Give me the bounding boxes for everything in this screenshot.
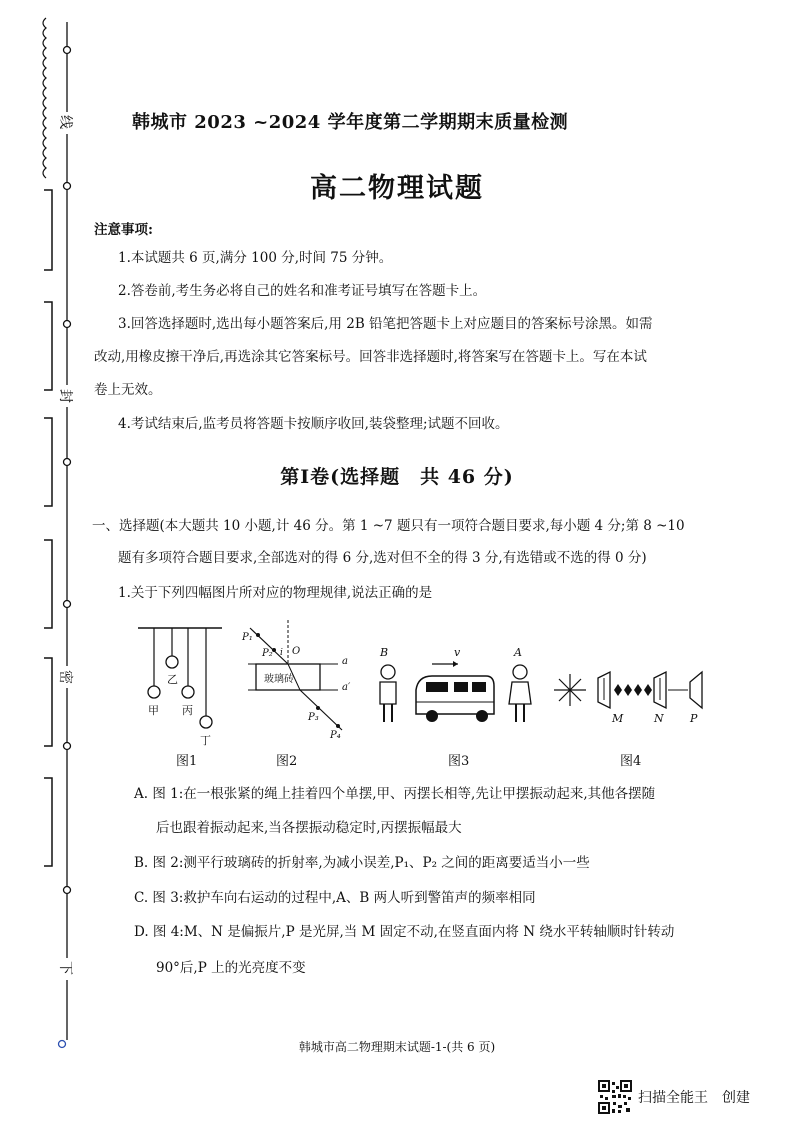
figure-3 (370, 646, 540, 732)
figure-1 (134, 620, 230, 750)
label-i: i (280, 648, 283, 658)
binding-label-secret: 密 (57, 670, 73, 684)
pendulum-label-jia: 甲 (148, 704, 159, 717)
binding-margin (0, 0, 90, 1070)
notice-item-3-end: 卷上无效。 (94, 382, 162, 398)
pendulum-figure (134, 620, 230, 750)
figure-1-caption: 图1 (176, 754, 198, 769)
label-a-prime: a′ (342, 682, 351, 693)
notice-heading: 注意事项: (94, 222, 153, 238)
notice-item-3-cont: 改动,用橡皮擦干净后,再选涂其它答案标号。回答非选择题时,将答案写在答题卡上。写在本试 (94, 349, 647, 365)
notice-item-3: 3.回答选择题时,选出每小题答案后,用 2B 铅笔把答题卡上对应题目的答案标号涂黑。如需 (118, 316, 653, 332)
label-a: a (342, 656, 348, 667)
label-p3: P₃ (308, 712, 319, 723)
label-p1: P₁ (242, 632, 253, 643)
pendulum-label-yi: 乙 (167, 673, 178, 686)
glass-slab-label: 玻璃砖 (264, 674, 294, 685)
option-b: B. 图 2:测平行玻璃砖的折射率,为减小误差,P₁、P₂ 之间的距离要适当小一些 (134, 855, 590, 871)
option-a: A. 图 1:在一根张紧的绳上挂着四个单摆,甲、丙摆长相等,先让甲摆振动起来,其他各摆随 (134, 786, 656, 802)
part-intro-line-2: 题有多项符合题目要求,全部选对的得 6 分,选对但不全的得 3 分,有选错或不选的得 0 分) (118, 550, 647, 566)
label-n: N (654, 712, 664, 725)
notice-item-2: 2.答卷前,考生务必将自己的姓名和准考证号填写在答题卡上。 (118, 283, 487, 299)
scanner-watermark (598, 1080, 778, 1114)
option-d: D. 图 4:M、N 是偏振片,P 是光屏,当 M 固定不动,在竖直面内将 N 绕水平转轴顺时针转动 (134, 924, 675, 940)
figure-4-caption: 图4 (620, 754, 642, 769)
label-p-screen: P (690, 712, 698, 725)
option-d-cont: 90°后,P 上的光亮度不变 (156, 960, 306, 976)
section-title: 第Ⅰ卷(选择题 共 46 分) (280, 466, 514, 488)
label-p2: P₂ (262, 648, 273, 659)
figure-4 (548, 664, 714, 734)
part-intro-line-1: 一、选择题(本大题共 10 小题,计 46 分。第 1 ~7 题只有一项符合题目要求,每小题 4 分;第 8 ~10 (92, 518, 685, 534)
figure-2 (238, 618, 358, 746)
label-m: M (612, 712, 624, 725)
scanner-text: 扫描全能王 创建 (638, 1090, 750, 1106)
exam-header: 韩城市 2023 ~2024 学年度第二学期期末质量检测 (132, 112, 569, 133)
notice-item-1: 1.本试题共 6 页,满分 100 分,时间 75 分钟。 (118, 250, 393, 266)
label-a-person: A (514, 646, 522, 659)
label-o: O (292, 646, 301, 657)
label-p4: P₄ (330, 730, 341, 741)
page-footer: 韩城市高二物理期末试题-1-(共 6 页) (298, 1040, 496, 1054)
label-v: v (454, 646, 461, 659)
binding-label-down: 下 (57, 961, 73, 975)
notice-item-4: 4.考试结束后,监考员将答题卡按顺序收回,装袋整理;试题不回收。 (118, 416, 509, 432)
question-1-stem: 1.关于下列四幅图片所对应的物理规律,说法正确的是 (118, 585, 433, 601)
pendulum-label-bing: 丙 (182, 704, 193, 717)
option-a-cont: 后也跟着振动起来,当各摆振动稳定时,丙摆振幅最大 (156, 820, 462, 836)
ambulance-figure (370, 652, 540, 732)
binding-label-seal: 封 (57, 389, 73, 403)
label-b: B (380, 646, 389, 659)
binding-line-graphic (0, 0, 90, 1070)
page-title: 高二物理试题 (310, 173, 484, 204)
binding-label-line: 线 (57, 115, 73, 129)
glass-slab-figure (238, 618, 358, 746)
figure-3-caption: 图3 (448, 754, 470, 769)
option-c: C. 图 3:救护车向右运动的过程中,A、B 两人听到警笛声的频率相同 (134, 890, 536, 906)
figure-2-caption: 图2 (276, 754, 298, 769)
pendulum-label-ding: 丁 (200, 734, 211, 747)
qr-code-icon (598, 1080, 632, 1114)
